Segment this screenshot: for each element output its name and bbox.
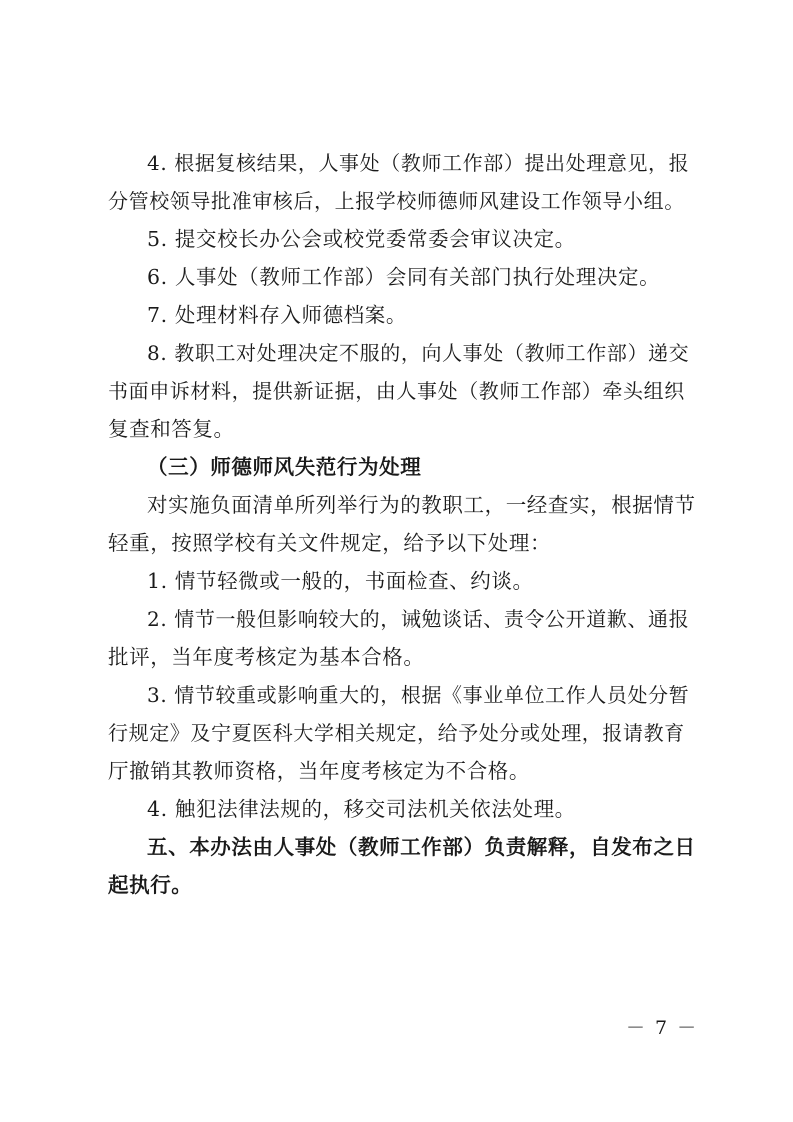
paragraph-line: 8. 教职工对处理决定不服的，向人事处（教师工作部）递交 [147, 341, 690, 365]
paragraph-line: 分管校领导批准审核后，上报学校师德师风建设工作领导小组。 [108, 189, 685, 213]
paragraph-line: 6. 人事处（教师工作部）会同有关部门执行处理决定。 [147, 265, 661, 289]
paragraph-line: 轻重，按照学校有关文件规定，给予以下处理： [108, 531, 552, 555]
paragraph-line: 行规定》及宁夏医科大学相关规定，给予处分或处理，报请教育 [108, 721, 685, 745]
paragraph-line: 1. 情节轻微或一般的，书面检查、约谈。 [147, 569, 534, 593]
paragraph-line: 复查和答复。 [108, 417, 235, 441]
paragraph-line: 5. 提交校长办公会或校党委常委会审议决定。 [147, 227, 576, 251]
section-heading: （三）师德师风失范行为处理 [147, 455, 422, 479]
article-heading: 起执行。 [108, 873, 193, 897]
paragraph-line: 书面申诉材料，提供新证据，由人事处（教师工作部）牵头组织 [108, 379, 685, 403]
paragraph-line: 7. 处理材料存入师德档案。 [147, 303, 407, 327]
paragraph-line: 2. 情节一般但影响较大的，诫勉谈话、责令公开道歉、通报 [147, 607, 690, 631]
paragraph-line: 3. 情节较重或影响重大的，根据《事业单位工作人员处分暂 [147, 683, 690, 707]
paragraph-line: 对实施负面清单所列举行为的教职工，一经查实，根据情节 [147, 493, 696, 517]
article-heading: 五、本办法由人事处（教师工作部）负责解释，自发布之日 [147, 835, 696, 859]
paragraph-line: 厅撤销其教师资格，当年度考核定为不合格。 [108, 759, 530, 783]
page-number: － 7 － [626, 1017, 699, 1039]
paragraph-line: 批评，当年度考核定为基本合格。 [108, 645, 425, 669]
paragraph-line: 4. 触犯法律法规的，移交司法机关依法处理。 [147, 797, 576, 821]
paragraph-line: 4. 根据复核结果，人事处（教师工作部）提出处理意见，报 [147, 151, 690, 175]
